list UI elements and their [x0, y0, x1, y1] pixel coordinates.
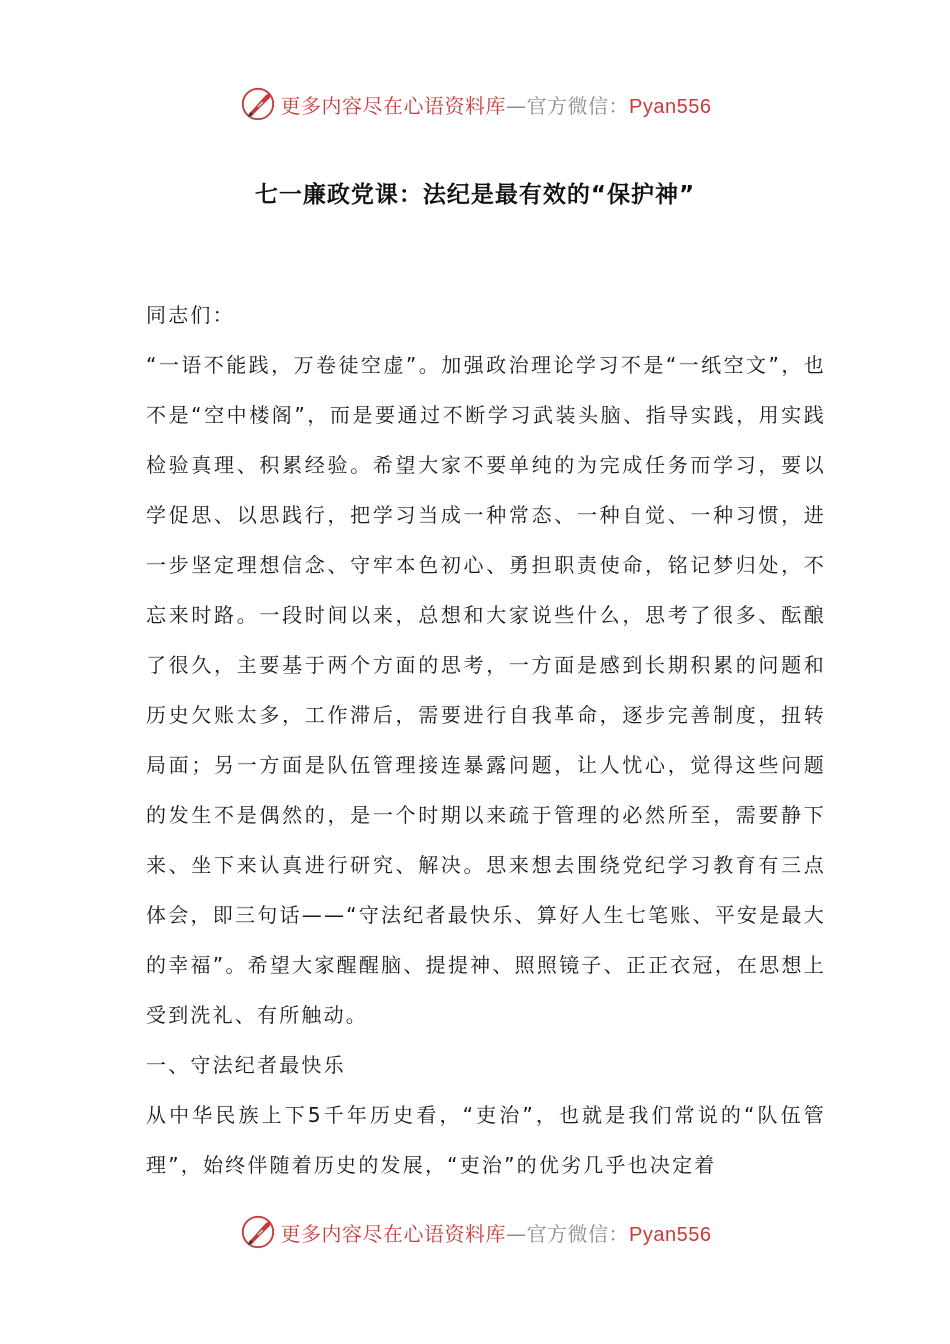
banner-text [281, 90, 712, 119]
banner-wechat-id: Pyan556 [629, 95, 712, 118]
banner-wechat-id: Pyan556 [629, 1223, 712, 1246]
body-paragraph: 从中华民族上下5千年历史看，“吏治”，也就是我们常说的“队伍管理”，始终伴随着历史的发展，“吏治”的优劣几乎也决定着 [146, 1103, 826, 1177]
document-title: 七一廉政党课：法纪是最有效的“保护神” [254, 182, 696, 208]
banner-separator: — [506, 93, 527, 118]
banner-wechat-label: 官方微信： [526, 1221, 630, 1246]
header-watermark-banner [0, 82, 950, 126]
banner-main-text: 更多内容尽在心语资料库 [280, 93, 507, 118]
banner-main-text: 更多内容尽在心语资料库 [280, 1221, 507, 1246]
greeting: 同志们： [146, 303, 235, 327]
body-paragraph: “一语不能践，万卷徒空虚”。加强政治理论学习不是“一纸空文”，也不是“空中楼阁”，而是要通过不断学习武装头脑、指导实践，用实践检验真理、积累经验。希望大家不要单纯的为完成任务而学习，要以学促思、以思践行，把学习当成一种常态、一种自觉、一种习惯，进一步坚定理想信念、守牢本色初心、勇担职责使命，铭记梦归处，不忘来时路。一段时间以来，总想和大家说些什么，思考了很多、酝酿了很久，主要基于两个方面的思考，一方面是感到长期积累的问题和历史欠账太多，工作滞后，需要进行自我革命，逐步完善制度，扭转局面；另一方面是队伍管理接连暴露问题，让人忧心，觉得这些问题的发生不是偶然的，是一个时期以来疏于管理的必然所至，需要静下来、坐下来认真进行研究、解决。思来想去围绕党纪学习教育有三点体会，即三句话——“守法纪者最快乐、算好人生七笔账、平安是最大的幸福”。希望大家醒醒脑、提提神、照照镜子、正正衣冠，在思想上受到洗礼、有所触动。 [146, 353, 826, 1027]
quill-logo-icon [239, 85, 277, 123]
document-body [146, 290, 826, 1190]
banner-separator: — [506, 1221, 527, 1246]
section-heading: 一、守法纪者最快乐 [146, 1053, 346, 1077]
banner-text [281, 1218, 712, 1247]
footer-watermark-banner [0, 1210, 950, 1254]
banner-wechat-label: 官方微信： [526, 93, 630, 118]
quill-logo-icon [239, 1213, 277, 1251]
